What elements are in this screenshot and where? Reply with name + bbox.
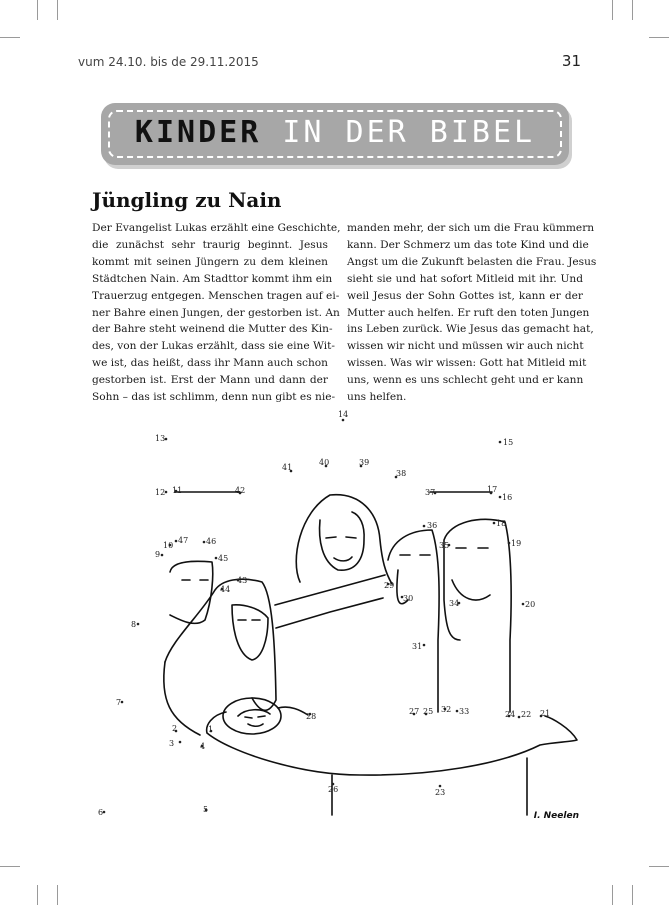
text-line: der Bahre steht weinend die Mutter des Kin- <box>92 323 333 336</box>
text-line: Sohn – das ist schlimm, denn nun gibt es nie- <box>92 391 336 404</box>
banner-title-light: IN DER BIBEL <box>282 115 536 150</box>
dot-label: 16 <box>502 493 513 502</box>
text-line: ins Leben zurück. Wie Jesus das gemacht hat, <box>347 323 594 336</box>
banner-title <box>101 115 569 150</box>
dot-label: 23 <box>435 788 446 797</box>
dot-label: 43 <box>237 576 248 585</box>
jesus-eyes <box>326 537 356 538</box>
mother-veil <box>165 579 276 710</box>
dot-label: 2 <box>172 724 178 733</box>
dot-label: 39 <box>359 458 370 467</box>
article-column-left <box>92 220 341 406</box>
text-line: wissen. Was wir wissen: Gott hat Mitleid mit <box>347 357 587 370</box>
dot-label: 27 <box>409 707 420 716</box>
dot-label: 17 <box>487 485 498 494</box>
dot-label: 26 <box>328 785 339 794</box>
mother-body <box>164 662 200 735</box>
crop-mark <box>649 866 669 867</box>
header-date-range: vum 24.10. bis de 29.11.2015 <box>78 55 259 69</box>
text-line: wissen wir nicht und müssen wir auch nicht <box>347 340 584 353</box>
crop-mark <box>0 866 20 867</box>
dot-label: 22 <box>521 710 532 719</box>
disciple-left-head <box>170 561 213 623</box>
dot-label: 28 <box>306 712 317 721</box>
dot-label: 40 <box>319 458 330 467</box>
dot-label: 46 <box>206 537 217 546</box>
bier-outline <box>207 712 577 775</box>
dot-label: 13 <box>155 434 166 443</box>
text-line: die zunächst sehr traurig beginnt. Jesus <box>92 238 328 251</box>
crop-mark <box>37 0 38 20</box>
dot-to-dot-puzzle <box>0 400 669 840</box>
text-line: gestorben ist. Erst der Mann und dann der <box>92 374 328 387</box>
jesus-arm <box>275 575 385 628</box>
dot-label: 3 <box>169 739 175 748</box>
disciple-right-beard <box>452 580 490 600</box>
section-banner <box>101 103 569 165</box>
dot-label: 24 <box>505 710 516 719</box>
dot-label: 45 <box>218 554 229 563</box>
dot-label: 32 <box>441 705 452 714</box>
text-line: weil Jesus der Sohn Gottes ist, kann er der <box>347 289 583 302</box>
crop-mark <box>649 37 669 38</box>
page-number: 31 <box>561 52 581 70</box>
crop-mark <box>632 0 633 20</box>
crop-mark <box>612 885 613 905</box>
dot-label: 47 <box>178 536 189 545</box>
text-line: uns, wenn es uns schlecht geht und er kann <box>347 374 584 387</box>
dot-label: 34 <box>449 599 460 608</box>
dot-label: 30 <box>403 594 414 603</box>
dot-label: 21 <box>540 709 551 718</box>
dot-label: 14 <box>338 410 349 419</box>
dot-label: 4 <box>200 742 206 751</box>
dot-label: 1 <box>208 725 214 734</box>
dot-label: 12 <box>155 488 166 497</box>
dot-label: 8 <box>131 620 137 629</box>
dot-label: 15 <box>503 438 514 447</box>
dot-label: 36 <box>427 521 438 530</box>
dot-label: 19 <box>511 539 522 548</box>
dot-label: 11 <box>172 486 183 495</box>
mother-face <box>232 605 268 660</box>
dot-label: 25 <box>423 707 434 716</box>
text-line: des, von der Lukas erzählt, dass sie eine Wit- <box>92 340 335 353</box>
dot-label: 5 <box>203 805 209 814</box>
text-line: Mutter auch helfen. Er ruft den toten Jungen <box>347 306 590 319</box>
dot-label: 20 <box>525 600 536 609</box>
illustration-credit: I. Neelen <box>533 811 579 821</box>
text-line: kann. Der Schmerz um das tote Kind und die <box>347 238 589 251</box>
text-line: ner Bahre einen Jungen, der gestorben ist. An <box>92 306 340 319</box>
text-line: we ist, das heißt, dass ihr Mann auch schon <box>92 357 328 370</box>
dot-label: 7 <box>116 698 122 707</box>
boy-shroud <box>278 707 308 715</box>
dot-label: 29 <box>384 581 395 590</box>
dot-label: 18 <box>496 519 507 528</box>
dot-label: 38 <box>396 469 407 478</box>
dot-label: 41 <box>282 463 293 472</box>
text-line: Der Evangelist Lukas erzählt eine Geschichte, <box>92 222 341 234</box>
boy-face <box>238 710 270 727</box>
article-column-right <box>347 220 597 406</box>
dot-label: 35 <box>439 541 450 550</box>
text-line: manden mehr, der sich um die Frau kümmern <box>347 222 595 234</box>
dot-label: 10 <box>163 541 174 550</box>
dot-label: 42 <box>235 486 246 495</box>
text-line: kommt mit seinen Jüngern zu dem kleinen <box>92 255 328 268</box>
dot-label: 6 <box>98 808 104 817</box>
dot-label: 37 <box>425 488 436 497</box>
dot-markers <box>103 419 543 814</box>
text-line: sieht sie und hat sofort Mitleid mit ihr. Und <box>347 272 583 285</box>
jesus-mouth <box>334 557 352 561</box>
crop-mark <box>57 885 58 905</box>
dot-label: 31 <box>412 642 423 651</box>
text-line: Städtchen Nain. Am Stadttor kommt ihm ein <box>92 272 333 285</box>
crop-mark <box>37 885 38 905</box>
crop-mark <box>0 37 20 38</box>
text-line: Angst um die Zukunft belasten die Frau. Jesus <box>347 255 597 268</box>
text-line: Trauerzug entgegen. Menschen tragen auf ei- <box>92 289 340 302</box>
dot-label: 33 <box>459 707 470 716</box>
boy-head <box>223 698 281 734</box>
text-line: uns helfen. <box>347 391 407 404</box>
disciple-middle-head <box>388 530 439 712</box>
crop-mark <box>612 0 613 20</box>
crop-mark <box>632 885 633 905</box>
dot-label: 9 <box>155 550 161 559</box>
article-title: Jüngling zu Nain <box>92 188 282 212</box>
banner-title-dark: KINDER <box>134 115 262 150</box>
crop-mark <box>57 0 58 20</box>
dot-label: 44 <box>220 585 231 594</box>
